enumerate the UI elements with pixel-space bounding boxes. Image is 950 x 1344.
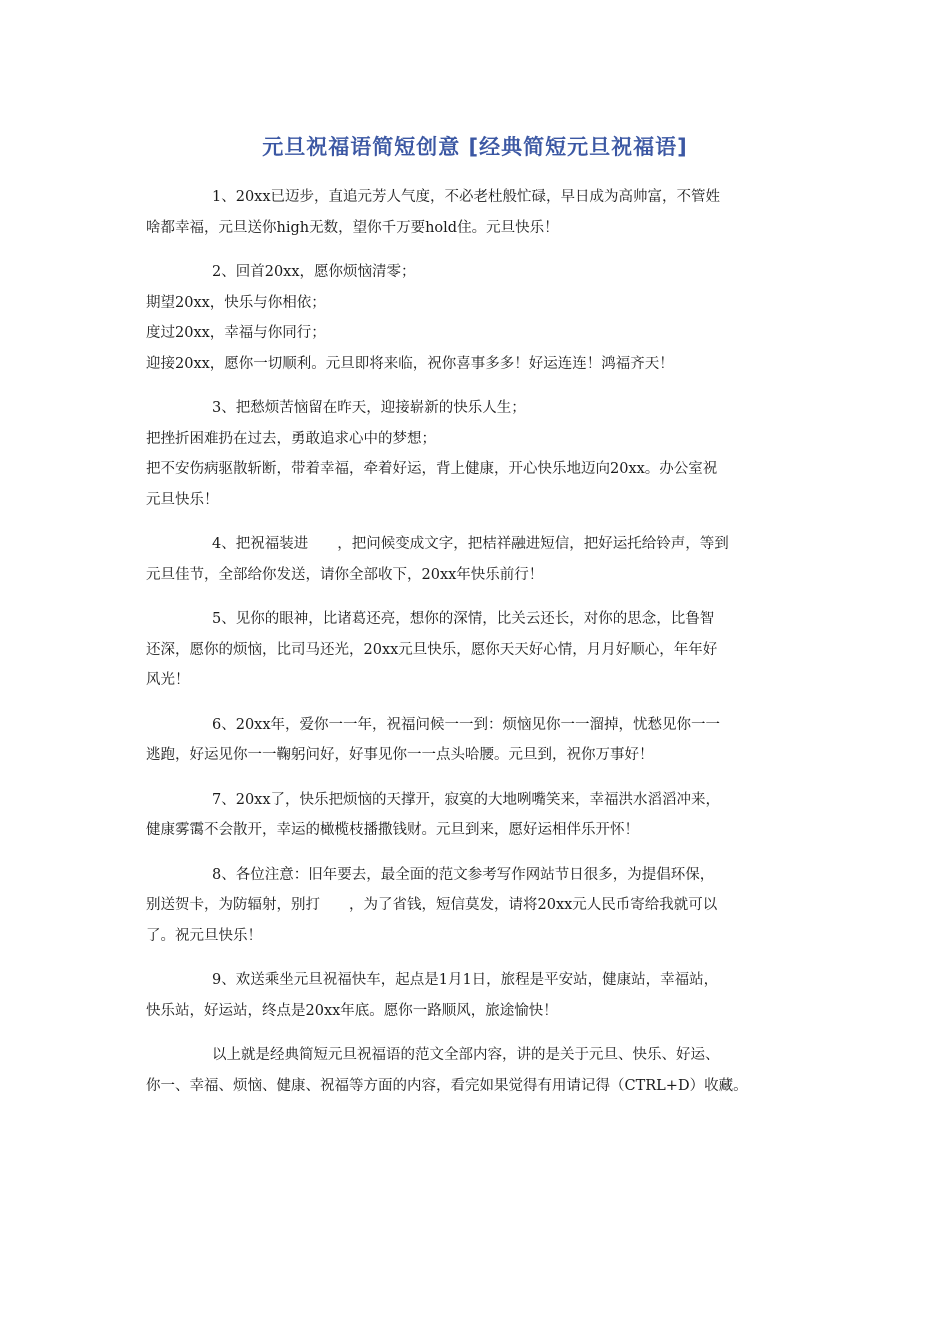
paragraph-line: 逃跑，好运见你一一鞠躬问好，好事见你一一点头哈腰。元旦到，祝你万事好！ (146, 747, 654, 763)
paragraph-line: 还深，愿你的烦恼，比司马还光，20xx元旦快乐，愿你天天好心情，月月好顺心，年年好 (146, 641, 718, 658)
paragraph-line: 度过20xx，幸福与你同行； (146, 325, 326, 341)
paragraph-line: 9、欢送乘坐元旦祝福快车，起点是1月1日，旅程是平安站，健康站，幸福站， (212, 972, 719, 988)
paragraph (146, 785, 810, 846)
paragraph-line: 健康雾霭不会散开，幸运的橄榄枝播撒钱财。元旦到来，愿好运相伴乐开怀！ (146, 822, 639, 838)
paragraph-line: 把不安伤病驱散斩断，带着幸福，牵着好运，背上健康，开心快乐地迈向20xx。办公室祝 (146, 461, 718, 477)
paragraph (146, 529, 810, 590)
paragraph-line: 2、回首20xx，愿你烦恼清零； (212, 264, 416, 280)
paragraph (146, 965, 810, 1026)
paragraph-line: 1、20xx已迈步，直追元芳人气度，不必老杜般忙碌，早日成为高帅富，不管姓 (212, 189, 721, 205)
paragraph-line: 啥都幸福，元旦送你high无数，望你千万要hold住。元旦快乐！ (146, 219, 559, 236)
document-title: 元旦祝福语简短创意 [经典简短元旦祝福语] (262, 135, 688, 159)
paragraph (146, 257, 810, 379)
paragraph-line: 8、各位注意：旧年要去，最全面的范文参考写作网站节日很多，为提倡环保， (212, 866, 715, 883)
paragraph (146, 710, 810, 771)
paragraph-line: 4、把祝福装进 ，把问候变成文字，把桔祥融进短信，把好运托给铃声，等到 (212, 536, 729, 552)
paragraph-line: 别送贺卡，为防辐射，别打 ，为了省钱，短信莫发，请将20xx元人民币寄给我就可以 (146, 897, 718, 913)
paragraph-line: 快乐站，好运站，终点是20xx年底。愿你一路顺风，旅途愉快！ (146, 1002, 558, 1019)
paragraph-line: 迎接20xx，愿你一切顺利。元旦即将来临，祝你喜事多多！好运连连！鸿福齐天！ (146, 355, 674, 372)
document-body (146, 182, 810, 1115)
paragraph (146, 1040, 810, 1101)
paragraph-line: 期望20xx，快乐与你相依； (146, 294, 326, 311)
paragraph-line: 了。祝元旦快乐！ (146, 927, 262, 944)
paragraph-line: 元旦快乐！ (146, 491, 219, 508)
paragraph-line: 风光！ (146, 672, 190, 688)
paragraph-line: 3、把愁烦苦恼留在昨天，迎接崭新的快乐人生； (212, 400, 526, 416)
paragraph-line: 7、20xx了，快乐把烦恼的天撑开，寂寞的大地咧嘴笑来，幸福洪水滔滔冲来， (212, 791, 721, 808)
paragraph-line: 以上就是经典简短元旦祝福语的范文全部内容，讲的是关于元旦、快乐、好运、 (212, 1047, 720, 1063)
paragraph-line: 把挫折困难扔在过去，勇敢追求心中的梦想； (146, 430, 436, 447)
paragraph-line: 你一、幸福、烦恼、健康、祝福等方面的内容，看完如果觉得有用请记得（CTRL+D）收藏。 (146, 1077, 748, 1094)
paragraph-line: 元旦佳节，全部给你发送，请你全部收下，20xx年快乐前行！ (146, 566, 544, 583)
paragraph (146, 860, 810, 952)
paragraph (146, 182, 810, 243)
paragraph (146, 393, 810, 515)
paragraph-line: 5、见你的眼神，比诸葛还亮，想你的深情，比关云还长，对你的思念，比鲁智 (212, 611, 715, 627)
paragraph-line: 6、20xx年，爱你一一年，祝福问候一一到：烦恼见你一一溜掉，忧愁见你一一 (212, 716, 721, 733)
paragraph (146, 604, 810, 696)
